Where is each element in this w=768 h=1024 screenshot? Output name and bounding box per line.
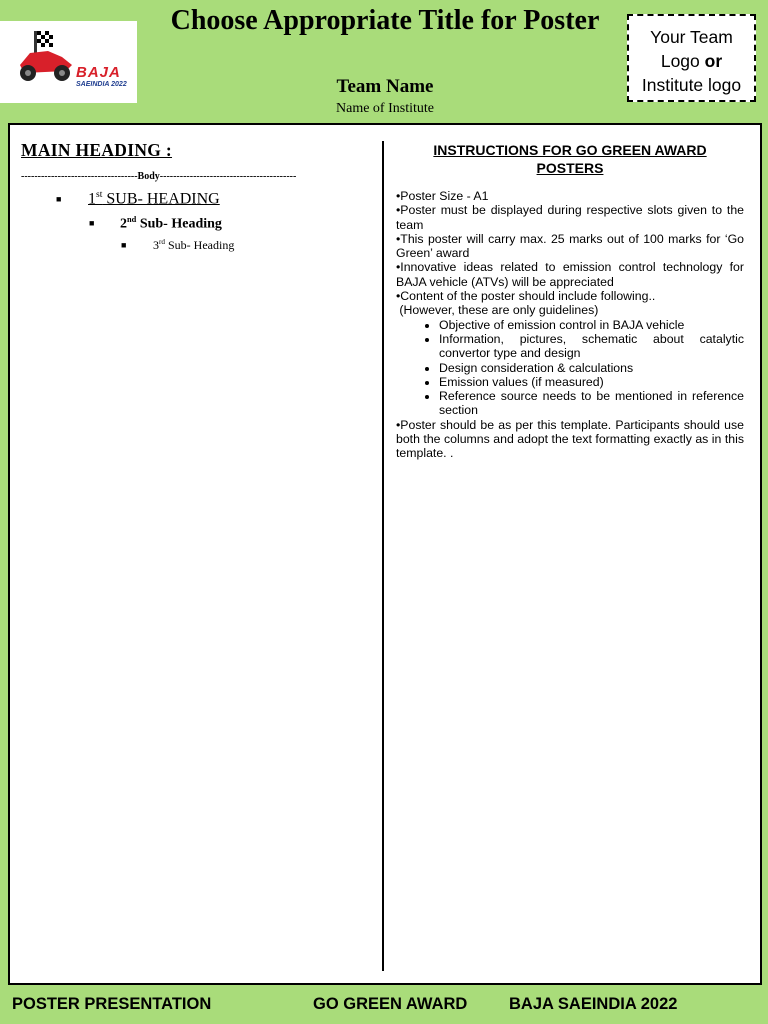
footer-left: POSTER PRESENTATION — [12, 995, 212, 1013]
instr-para: •Poster Size - A1 — [396, 189, 489, 203]
sub1-num: 1 — [88, 190, 96, 208]
institute-name: Name of Institute — [336, 101, 434, 116]
team-name: Team Name — [336, 76, 434, 97]
instructions-title: INSTRUCTIONS FOR GO GREEN AWARD POSTERS — [433, 142, 707, 176]
main-heading: MAIN HEADING : — [21, 140, 173, 160]
square-bullet-icon: ■ — [89, 218, 95, 228]
footer-right: BAJA SAEINDIA 2022 — [509, 995, 678, 1013]
instr-bullet-list — [396, 318, 744, 418]
footer — [0, 995, 768, 1019]
sub3-sup: rd — [159, 238, 165, 246]
sub2-num: 2 — [120, 216, 127, 232]
team-logo-or: or — [704, 51, 723, 71]
team-logo-placeholder — [627, 14, 756, 102]
list-item: • Information, pictures, schematic about catalytic convertor type and design — [439, 332, 744, 361]
poster-title: Choose Appropriate Title for Poster — [170, 5, 600, 36]
instr-closing: •Poster should be as per this template. Participants should use both the columns and adopt the text formatting exactly as in this template. . — [396, 417, 744, 461]
square-bullet-icon: ■ — [56, 194, 62, 204]
sub1-text: SUB- HEADING — [102, 190, 220, 208]
list-item: • Objective of emission control in BAJA vehicle — [439, 318, 744, 332]
team-logo-line2a: Logo — [660, 51, 705, 71]
baja-logo-text: BAJA — [76, 64, 121, 81]
baja-logo — [0, 21, 137, 103]
list-item: • Reference source needs to be mentioned in reference section — [439, 389, 744, 418]
footer-middle: GO GREEN AWARD — [313, 995, 468, 1013]
baja-logo-sub: SAEINDIA 2022 — [76, 81, 127, 88]
body-placeholder: -----------------------------------Body----------------------------------------- — [21, 171, 297, 182]
instr-para: •This poster will carry max. 25 marks out of 100 marks for ‘Go Green’ award — [396, 231, 744, 261]
square-bullet-icon: ■ — [121, 240, 127, 250]
sub2-sup: nd — [127, 215, 137, 224]
content-panel — [8, 123, 762, 985]
instr-para: •Innovative ideas related to emission control technology for BAJA vehicle (ATVs) will be appreciated — [396, 260, 744, 289]
instr-para: (However, these are only guidelines) — [396, 303, 599, 318]
column-divider — [382, 141, 384, 971]
team-logo-line1: Your Team — [650, 27, 733, 47]
sub-heading-3 — [153, 238, 234, 253]
team-logo-line2 — [629, 49, 754, 73]
sub2-text: Sub- Heading — [136, 216, 222, 232]
sub-heading-1 — [88, 189, 220, 208]
sub3-num: 3 — [153, 238, 159, 252]
list-item: • Emission values (if measured) — [439, 375, 744, 389]
sub3-text: Sub- Heading — [165, 238, 235, 252]
team-logo-line3: Institute logo — [641, 75, 742, 95]
buggy-icon — [14, 31, 76, 83]
sub1-sup: st — [96, 189, 103, 200]
sub-heading-2 — [120, 215, 222, 233]
list-item: • Design consideration & calculations — [439, 361, 744, 375]
instr-para: •Poster must be displayed during respective slots given to the team — [396, 203, 744, 232]
instructions-body — [396, 189, 744, 461]
instr-para: •Content of the poster should include following.. — [396, 289, 656, 304]
